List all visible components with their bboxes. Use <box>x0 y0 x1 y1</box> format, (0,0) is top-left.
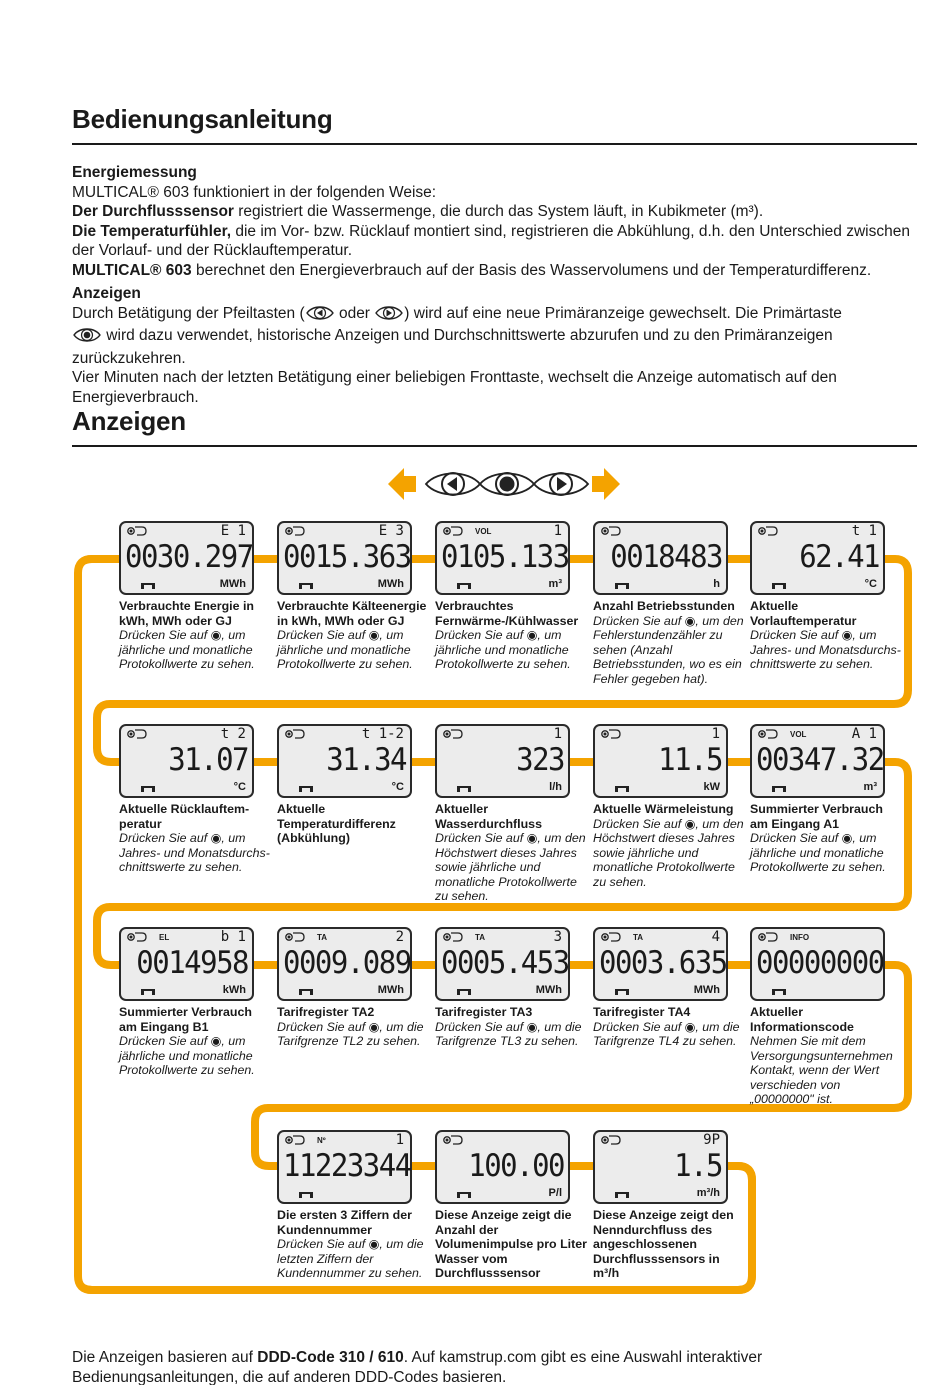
tap-icon <box>772 786 786 792</box>
display-index: t 1-2 <box>361 726 404 742</box>
display-index: b 1 <box>220 929 246 945</box>
lcd-display <box>750 927 885 1001</box>
display-value: 0003.635 <box>599 943 727 981</box>
display-caption <box>435 599 587 672</box>
sensor-icon <box>757 728 779 739</box>
caption-description: Drücken Sie auf ◉, um die Tarifgrenze TL3 zu sehen. <box>435 1019 582 1048</box>
tap-icon <box>457 1192 471 1198</box>
display-indicator: TA <box>475 933 486 942</box>
sensor-icon <box>442 728 464 739</box>
display-indicator: EL <box>159 933 170 942</box>
display-indicator: TA <box>633 933 644 942</box>
display-index: E 1 <box>220 523 246 539</box>
display-index: 1 <box>711 726 720 742</box>
display-indicator: INFO <box>790 933 810 942</box>
page-title: Bedienungsanleitung <box>72 104 333 134</box>
sensor-icon <box>757 931 779 942</box>
display-indicator: VOL <box>790 730 807 739</box>
display-value: 11223344 <box>283 1146 411 1184</box>
display-caption <box>593 1005 745 1049</box>
lcd-display <box>119 724 254 798</box>
lcd-display <box>435 521 570 595</box>
display-caption <box>750 802 902 875</box>
tap-icon <box>299 989 313 995</box>
lcd-display <box>593 927 728 1001</box>
caption-description: Drücken Sie auf ◉, um die Tarifgrenze TL2 zu sehen. <box>277 1019 424 1048</box>
caption-title: Aktuelle Wärmeleistung <box>593 802 734 816</box>
display-caption <box>277 1005 429 1049</box>
display-unit: MWh <box>377 578 404 590</box>
caption-description: Drücken Sie auf ◉, um jährliche und monatliche Protokollwerte zu sehen. <box>119 628 255 671</box>
tap-icon <box>141 989 155 995</box>
lcd-display <box>277 724 412 798</box>
display-value: 00347.32 <box>756 740 884 778</box>
display-caption <box>119 802 271 875</box>
caption-description: Drücken Sie auf ◉, um den Fehlerstundenzähler zu sehen (Anzahl Betriebsstunden, wo es ein Fehler gegeben hat). <box>593 613 744 686</box>
caption-title: Die ersten 3 Ziffern der Kundennummer <box>277 1208 412 1237</box>
display-value: 0018483 <box>610 537 722 575</box>
display-indicator: TA <box>317 933 328 942</box>
caption-description: Drücken Sie auf ◉, um jährliche und monatliche Protokollwerte zu sehen. <box>119 1034 255 1077</box>
sensor-icon <box>442 525 464 536</box>
display-index: t 2 <box>220 726 246 742</box>
display-caption <box>277 802 429 846</box>
caption-description: Drücken Sie auf ◉, um jährliche und monatliche Protokollwerte zu sehen. <box>750 831 886 874</box>
display-index: 1 <box>553 523 562 539</box>
tap-icon <box>299 786 313 792</box>
display-index: E 3 <box>378 523 404 539</box>
display-value: 0015.363 <box>283 537 411 575</box>
lcd-display <box>435 927 570 1001</box>
energy-heading: Energiemessung <box>72 164 197 181</box>
display-value: 0009.089 <box>283 943 411 981</box>
tap-icon <box>141 583 155 589</box>
sensor-icon <box>442 931 464 942</box>
caption-title: Verbrauchtes Fernwärme-/Kühlwasser <box>435 599 579 628</box>
sensor-icon <box>284 728 306 739</box>
sensor-icon <box>284 1134 306 1145</box>
caption-description: Drücken Sie auf ◉, um Jahres- und Monatsdurchs-chnittswerte zu sehen. <box>119 831 270 874</box>
temp-paragraph: Die Temperaturfühler, die im Vor- bzw. Rücklauf montiert sind, registrieren die Abkühlung, d.h. den Unterschied zwischen der Vorlauf- und der Rücklauftemperatur. <box>72 222 910 259</box>
tap-icon <box>615 583 629 589</box>
caption-title: Summierter Verbrauch am Eingang B1 <box>119 1005 252 1034</box>
tap-icon <box>615 786 629 792</box>
sensor-icon <box>126 728 148 739</box>
sensor-icon <box>284 931 306 942</box>
tap-icon <box>457 583 471 589</box>
display-value: 62.41 <box>799 537 879 575</box>
lcd-display <box>750 521 885 595</box>
caption-description: Drücken Sie auf ◉, um die letzten Ziffern der Kundennummer zu sehen. <box>277 1237 424 1280</box>
display-caption <box>435 1208 587 1281</box>
sensor-icon <box>126 931 148 942</box>
display-value: 323 <box>516 740 564 778</box>
caption-description: Drücken Sie auf ◉, um Jahres- und Monatsdurchs-chnittswerte zu sehen. <box>750 628 901 671</box>
display-unit: MWh <box>219 578 246 590</box>
tap-icon <box>457 989 471 995</box>
caption-title: Tarifregister TA3 <box>435 1005 533 1019</box>
display-value: 1.5 <box>674 1146 722 1184</box>
sensor-icon <box>600 728 622 739</box>
display-index: 4 <box>711 929 720 945</box>
caption-description: Nehmen Sie mit dem Versorgungsunternehmen Kontakt, wenn der Wert verschieden von „00000000" ist. <box>750 1034 893 1106</box>
caption-title: Verbrauchte Kälteenergie in kWh, MWh oder GJ <box>277 599 427 628</box>
display-caption <box>277 599 429 672</box>
caption-title: Aktuelle Rücklauftem-peratur <box>119 802 250 831</box>
lcd-display <box>435 1130 570 1204</box>
display-indicator: VOL <box>475 527 492 536</box>
display-value: 0105.133 <box>441 537 569 575</box>
display-unit: °C <box>391 781 404 793</box>
display-value: 31.34 <box>326 740 406 778</box>
caption-description: Drücken Sie auf ◉, um jährliche und monatliche Protokollwerte zu sehen. <box>277 628 413 671</box>
display-unit: MWh <box>377 984 404 996</box>
caption-description: Drücken Sie auf ◉, um jährliche und monatliche Protokollwerte zu sehen. <box>435 628 571 671</box>
display-paragraph-2: Vier Minuten nach der letzten Betätigung einer beliebigen Fronttaste, wechselt die Anzeige automatisch auf den Energieverbrauch. <box>72 369 837 406</box>
sensor-icon <box>442 1134 464 1145</box>
sensor-icon <box>284 525 306 536</box>
display-value: 31.07 <box>168 740 248 778</box>
display-caption <box>593 802 745 889</box>
caption-title: Tarifregister TA4 <box>593 1005 691 1019</box>
energy-line: MULTICAL® 603 funktioniert in der folgenden Weise: <box>72 183 437 201</box>
display-index: 9P <box>703 1132 720 1148</box>
display-index: t 1 <box>851 523 877 539</box>
display-unit: MWh <box>693 984 720 996</box>
display-value: 00000000 <box>756 943 884 981</box>
display-index: 1 <box>395 1132 404 1148</box>
display-index: 2 <box>395 929 404 945</box>
caption-title: Diese Anzeige zeigt den Nenndurchfluss des angeschlossenen Durchflusssensors in m³/h <box>593 1208 734 1280</box>
caption-title: Tarifregister TA2 <box>277 1005 375 1019</box>
flow-paragraph: Der Durchflusssensor registriert die Wassermenge, die durch das System läuft, in Kubikmeter (m³). <box>72 203 764 220</box>
tap-icon <box>615 1192 629 1198</box>
lcd-display <box>435 724 570 798</box>
display-indicator: Nº <box>317 1136 326 1145</box>
display-unit: MWh <box>535 984 562 996</box>
sensor-icon <box>600 525 622 536</box>
caption-title: Aktueller Informationscode <box>750 1005 854 1034</box>
display-value: 0005.453 <box>441 943 569 981</box>
display-caption <box>750 599 902 672</box>
footer-note: Die Anzeigen basieren auf DDD-Code 310 / 610. Auf kamstrup.com gibt es eine Auswahl interaktiver Bedienungsanleitungen, die auf anderen DDD-Codes basieren. <box>72 1349 763 1385</box>
display-unit: m³/h <box>696 1187 720 1199</box>
multical-paragraph: MULTICAL® 603 berechnet den Energieverbrauch auf der Basis des Wasservolumens und der Temperaturdifferenz. <box>72 261 872 279</box>
display-unit: m³ <box>863 781 877 793</box>
display-unit: h <box>713 578 720 590</box>
section-title-anzeigen: Anzeigen <box>72 406 186 436</box>
tap-icon <box>457 786 471 792</box>
display-unit: °C <box>864 578 877 590</box>
tap-icon <box>141 786 155 792</box>
lcd-display <box>593 521 728 595</box>
caption-title: Aktuelle Vorlauftemperatur <box>750 599 857 628</box>
display-paragraph: Durch Betätigung der Pfeiltasten ( oder ) wird auf eine neue Primäranzeige gewechselt. Die Primärtaste wird dazu verwendet, historische Anzeigen und Durchschnittswerte abzurufen und zu den Primäranzeigen zurückzukehren. <box>72 304 842 367</box>
lcd-display <box>277 1130 412 1204</box>
display-unit: l/h <box>549 781 562 793</box>
tap-icon <box>299 583 313 589</box>
caption-description: Drücken Sie auf ◉, um den Höchstwert dieses Jahres sowie jährliche und monatliche Protokollwerte zu sehen. <box>435 831 586 903</box>
caption-title: Anzahl Betriebsstunden <box>593 599 735 613</box>
sensor-icon <box>600 931 622 942</box>
lcd-display <box>277 521 412 595</box>
display-heading: Anzeigen <box>72 285 141 302</box>
display-value: 100.00 <box>468 1146 564 1184</box>
display-unit: kW <box>703 781 720 793</box>
display-caption <box>119 1005 271 1078</box>
lcd-display <box>277 927 412 1001</box>
caption-title: Diese Anzeige zeigt die Anzahl der Volumenimpulse pro Liter Wasser vom Durchflusssensor <box>435 1208 587 1280</box>
tap-icon <box>772 583 786 589</box>
lcd-display <box>593 1130 728 1204</box>
sensor-icon <box>757 525 779 536</box>
display-caption <box>277 1208 429 1281</box>
sensor-icon <box>600 1134 622 1145</box>
lcd-display <box>119 927 254 1001</box>
display-unit: m³ <box>548 578 562 590</box>
sensor-icon <box>126 525 148 536</box>
display-unit: kWh <box>222 984 246 996</box>
display-caption <box>119 599 271 672</box>
display-index: A 1 <box>851 726 877 742</box>
display-value: 0014958 <box>136 943 248 981</box>
lcd-display <box>119 521 254 595</box>
display-index: 1 <box>553 726 562 742</box>
display-caption <box>435 1005 587 1049</box>
caption-title: Aktuelle Temperaturdifferenz (Abkühlung) <box>277 802 396 845</box>
display-caption <box>593 1208 745 1281</box>
caption-title: Verbrauchte Energie in kWh, MWh oder GJ <box>119 599 254 628</box>
display-caption <box>593 599 745 686</box>
display-index: 3 <box>553 929 562 945</box>
display-caption <box>750 1005 902 1107</box>
lcd-display <box>750 724 885 798</box>
tap-icon <box>299 1192 313 1198</box>
caption-title: Aktueller Wasserdurchfluss <box>435 802 542 831</box>
lcd-display <box>593 724 728 798</box>
caption-description: Drücken Sie auf ◉, um die Tarifgrenze TL4 zu sehen. <box>593 1019 740 1048</box>
caption-description: Drücken Sie auf ◉, um den Höchstwert dieses Jahres sowie jährliche und monatliche Protokollwerte zu sehen. <box>593 816 744 889</box>
caption-title: Summierter Verbrauch am Eingang A1 <box>750 802 883 831</box>
display-unit: °C <box>233 781 246 793</box>
display-caption <box>435 802 587 904</box>
tap-icon <box>615 989 629 995</box>
display-unit: P/l <box>548 1187 562 1199</box>
display-value: 11.5 <box>658 740 722 778</box>
tap-icon <box>772 989 786 995</box>
display-value: 0030.297 <box>125 537 253 575</box>
